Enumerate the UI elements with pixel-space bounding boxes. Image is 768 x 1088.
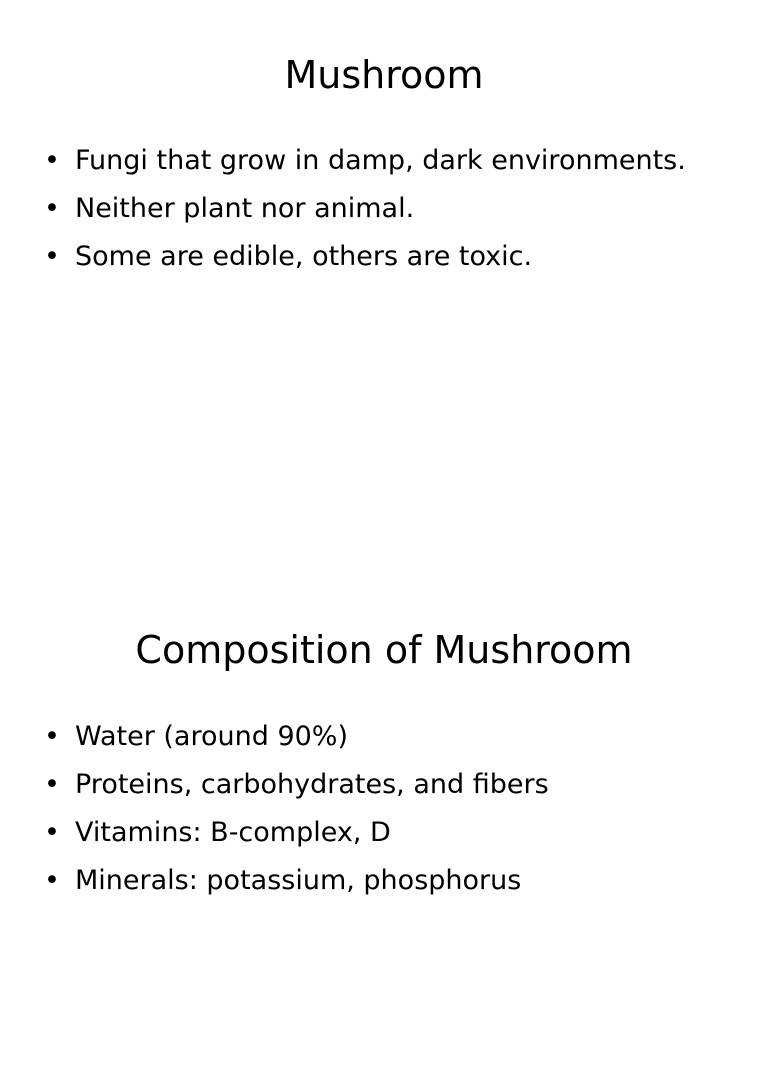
bullet-item	[44, 233, 686, 281]
bullet-list	[44, 137, 686, 281]
bullet-icon: •	[44, 817, 60, 848]
bullet-item	[44, 137, 686, 185]
slide-title: Mushroom	[284, 53, 484, 97]
bullet-icon: •	[44, 241, 60, 272]
slide-composition	[0, 576, 768, 1088]
bullet-icon: •	[44, 721, 60, 752]
bullet-text: Water (around 90%)	[75, 721, 348, 752]
slide-mushroom	[0, 0, 768, 512]
bullet-icon: •	[44, 193, 60, 224]
bullet-item	[44, 761, 549, 809]
bullet-text: Vitamins: B-complex, D	[75, 817, 391, 848]
bullet-list	[44, 713, 549, 905]
bullet-text: Some are edible, others are toxic.	[75, 241, 533, 272]
bullet-icon: •	[44, 865, 60, 896]
bullet-item	[44, 185, 686, 233]
bullet-text: Fungi that grow in damp, dark environments.	[75, 145, 686, 176]
bullet-item	[44, 857, 549, 905]
bullet-text: Minerals: potassium, phosphorus	[75, 865, 522, 896]
bullet-item	[44, 713, 549, 761]
slide-title: Composition of Mushroom	[135, 628, 633, 672]
bullet-text: Neither plant nor animal.	[75, 193, 415, 224]
bullet-item	[44, 809, 549, 857]
bullet-icon: •	[44, 769, 60, 800]
bullet-text: Proteins, carbohydrates, and fibers	[75, 769, 549, 800]
bullet-icon: •	[44, 145, 60, 176]
